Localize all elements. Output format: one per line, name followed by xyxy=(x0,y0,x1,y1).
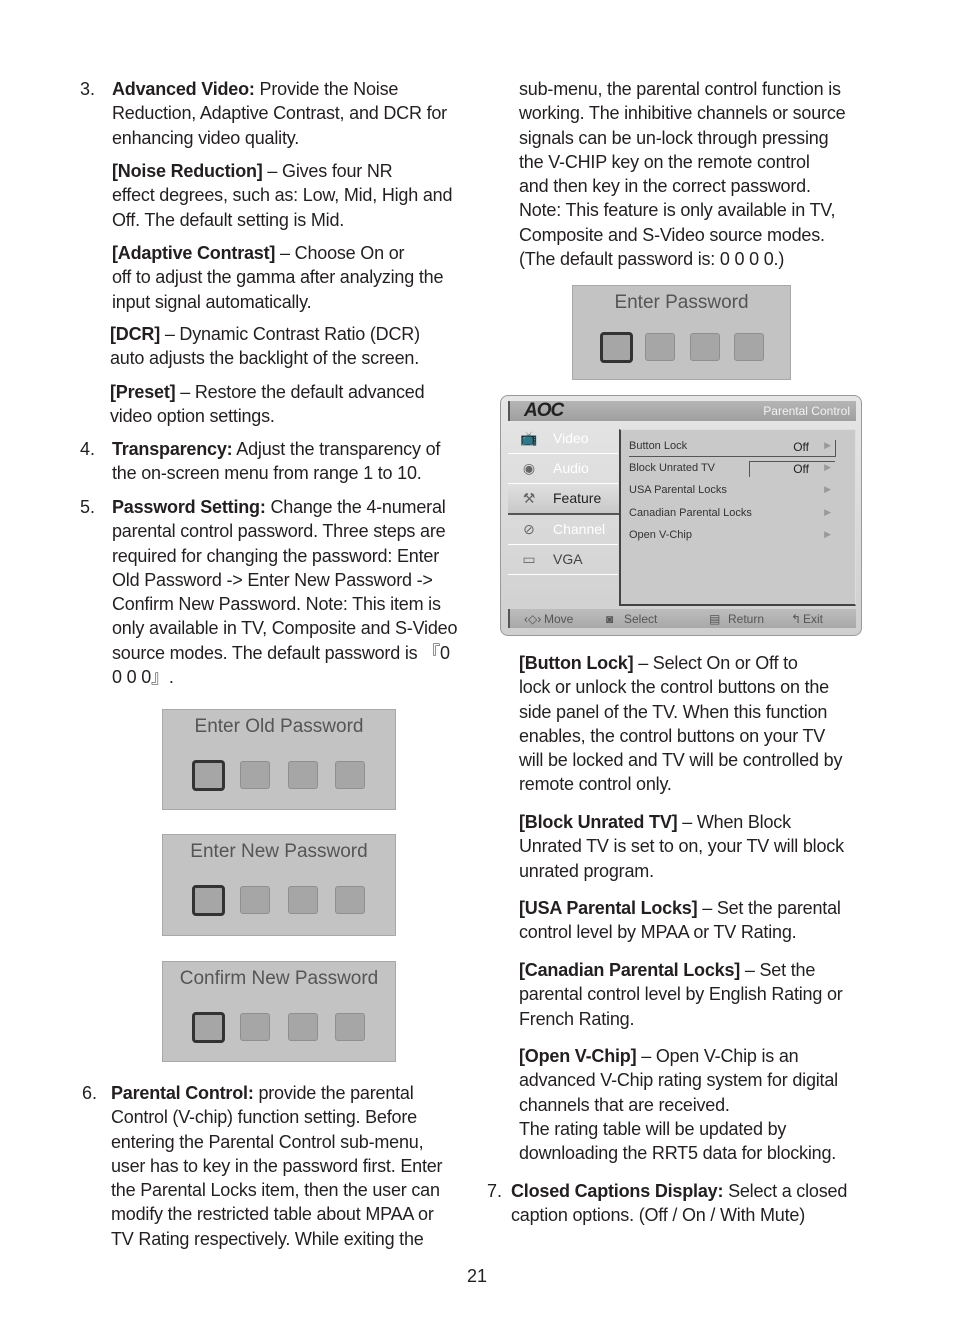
bold-label: [Open V-Chip] xyxy=(519,1046,637,1066)
exit-hint: Exit xyxy=(803,612,824,626)
select-icon: ◙ xyxy=(606,612,614,626)
speaker-icon: ◉ xyxy=(522,460,536,476)
menu-label: Audio xyxy=(553,460,589,476)
text-line xyxy=(112,241,443,265)
menu-item-channel[interactable] xyxy=(508,515,618,545)
move-hint: Move xyxy=(544,612,574,626)
line-text: input signal automatically. xyxy=(112,291,312,312)
bold-label: Advanced Video: xyxy=(112,79,255,99)
text-line xyxy=(519,675,842,699)
osd-title: Parental Control xyxy=(763,404,850,418)
bold-label: [Canadian Parental Locks] xyxy=(519,960,741,980)
line-text: sub-menu, the parental control function is xyxy=(519,79,841,99)
text-line xyxy=(110,380,424,404)
option-open-v-chip[interactable] xyxy=(629,529,835,545)
arrow-right-icon: ▶ xyxy=(824,462,831,472)
text-line xyxy=(112,126,447,150)
digit-box xyxy=(734,333,764,361)
digit-box xyxy=(335,886,365,914)
line-text: French Rating. xyxy=(519,1008,635,1029)
text-line xyxy=(519,810,844,834)
text-line xyxy=(112,101,447,125)
list-number: 4. xyxy=(80,439,96,459)
option-value: Off xyxy=(793,440,809,454)
text-line xyxy=(519,77,845,101)
text-line xyxy=(112,616,457,640)
bold-label: Password Setting: xyxy=(112,497,266,517)
canadian-locks-paragraph xyxy=(519,958,843,1031)
text-line xyxy=(519,1141,838,1165)
text-line xyxy=(519,1007,843,1031)
text-line xyxy=(112,519,457,543)
text-line xyxy=(519,896,841,920)
arrow-right-icon: ▶ xyxy=(824,440,831,450)
list-number: 3. xyxy=(80,79,96,99)
menu-item-audio[interactable] xyxy=(508,454,618,484)
line-text: Composite and S-Video source modes. xyxy=(519,224,825,245)
digit-box xyxy=(690,333,720,361)
text-line xyxy=(110,322,420,346)
line-text: – Choose On or xyxy=(280,243,405,263)
line-text: – Gives four NR xyxy=(267,161,393,181)
open-vchip-paragraph xyxy=(519,1044,838,1165)
usa-locks-paragraph xyxy=(519,896,841,945)
arrow-right-icon: ▶ xyxy=(824,529,831,539)
osd-footer xyxy=(508,609,856,628)
digit-box xyxy=(240,886,270,914)
line-text: Off. The default setting is Mid. xyxy=(112,209,345,230)
return-icon: ▤ xyxy=(709,612,721,626)
digit-box xyxy=(192,885,225,916)
value-field xyxy=(749,461,835,477)
parental-control-osd xyxy=(500,395,862,636)
digit-box xyxy=(645,333,675,361)
text-line xyxy=(112,208,452,232)
text-line xyxy=(519,982,843,1006)
bold-label: [DCR] xyxy=(110,324,160,344)
menu-label: Video xyxy=(553,430,589,446)
line-text: channels that are received. xyxy=(519,1094,730,1115)
text-line xyxy=(112,77,447,101)
confirm-new-password-dialog xyxy=(162,961,396,1062)
list-number: 6. xyxy=(82,1083,98,1103)
text-line xyxy=(519,859,844,883)
tv-icon: 📺 xyxy=(520,430,538,446)
bold-label: Parental Control: xyxy=(111,1083,254,1103)
dcr-paragraph xyxy=(110,322,420,371)
closed-captions-paragraph xyxy=(511,1179,847,1228)
text-line xyxy=(112,437,440,461)
bold-label: Transparency: xyxy=(112,439,233,459)
return-hint: Return xyxy=(728,612,765,626)
digit-box xyxy=(600,332,633,363)
menu-label: Channel xyxy=(553,521,606,537)
digit-box xyxy=(240,761,270,789)
text-line xyxy=(519,834,844,858)
line-text: Provide the Noise xyxy=(259,79,399,99)
digit-box xyxy=(240,1013,270,1041)
text-line xyxy=(110,404,424,428)
dialog-title: Enter Password xyxy=(614,292,749,313)
text-line xyxy=(519,150,845,174)
text-line xyxy=(519,1068,838,1092)
line-text: advanced V-Chip rating system for digital xyxy=(519,1070,838,1091)
satellite-icon: ⊘ xyxy=(523,521,535,537)
digit-box xyxy=(335,761,365,789)
text-line xyxy=(111,1105,442,1129)
line-text: remote control only. xyxy=(519,774,672,795)
line-text: lock or unlock the control buttons on the xyxy=(519,677,829,698)
line-text: – Set the xyxy=(744,960,816,980)
text-line xyxy=(519,958,843,982)
line-text: (The default password is: 0 0 0 0.) xyxy=(519,249,785,270)
text-line xyxy=(111,1154,442,1178)
osd-menu xyxy=(508,424,618,575)
option-label: Canadian Parental Locks xyxy=(629,507,752,519)
line-text: – When Block xyxy=(682,812,791,832)
line-text: Select a closed xyxy=(728,1181,848,1201)
line-text: required for changing the password: Enter xyxy=(112,545,439,566)
text-line xyxy=(112,183,452,207)
option-label: Block Unrated TV xyxy=(629,462,716,474)
line-text: video option settings. xyxy=(110,406,275,427)
digit-box xyxy=(192,760,225,791)
bold-label: [Block Unrated TV] xyxy=(519,812,678,832)
text-line xyxy=(112,265,443,289)
line-text: – Restore the default advanced xyxy=(180,382,425,402)
line-text: enables, the control buttons on your TV xyxy=(519,725,826,746)
text-line xyxy=(111,1202,442,1226)
dialog-title: Confirm New Password xyxy=(179,968,379,989)
text-line xyxy=(112,544,457,568)
line-text: Adjust the transparency of xyxy=(236,439,441,459)
move-icon: ‹◇› xyxy=(524,612,542,626)
text-line xyxy=(519,1117,838,1141)
line-text: Control (V-chip) function setting. Before xyxy=(111,1107,417,1128)
option-label: USA Parental Locks xyxy=(629,484,727,496)
line-text: – Open V-Chip is an xyxy=(641,1046,799,1066)
text-line xyxy=(111,1130,442,1154)
line-text: entering the Parental Control sub-menu, xyxy=(111,1131,424,1152)
osd-header xyxy=(508,401,856,421)
text-line xyxy=(519,651,842,675)
line-text: will be locked and TV will be controlled by xyxy=(519,750,843,771)
digit-box xyxy=(288,761,318,789)
text-line xyxy=(112,495,457,519)
enter-old-password-dialog xyxy=(162,709,396,810)
text-line xyxy=(519,724,842,748)
line-text: user has to key in the password first. Enter xyxy=(111,1155,443,1176)
option-button-lock[interactable] xyxy=(629,440,836,457)
line-text: the Parental Locks item, then the user can xyxy=(111,1180,440,1201)
text-line xyxy=(519,247,845,271)
line-text: provide the parental xyxy=(258,1083,414,1103)
line-text: the on-screen menu from range 1 to 10. xyxy=(112,463,422,484)
transparency-paragraph xyxy=(112,437,440,486)
line-text: only available in TV, Composite and S-Video xyxy=(112,618,458,639)
wrench-icon: ⚒ xyxy=(522,490,536,506)
text-line xyxy=(519,700,842,724)
text-line xyxy=(519,174,845,198)
text-line xyxy=(111,1178,442,1202)
line-text: signals can be un-lock through pressing xyxy=(519,127,829,148)
adaptive-contrast-paragraph xyxy=(112,241,443,314)
text-line xyxy=(112,665,457,689)
line-text: control level by MPAA or TV Rating. xyxy=(519,922,797,943)
line-text: The rating table will be updated by xyxy=(519,1118,787,1139)
line-text: Old Password -> Enter New Password -> xyxy=(112,569,433,590)
option-value: Off xyxy=(793,462,809,476)
line-text: parental control password. Three steps are xyxy=(112,521,446,542)
line-text: Note: This feature is only available in TV, xyxy=(519,200,836,221)
option-usa-parental-locks[interactable] xyxy=(629,484,835,500)
bold-label: [USA Parental Locks] xyxy=(519,898,698,918)
text-line xyxy=(519,198,845,222)
digit-box xyxy=(192,1012,225,1043)
text-line xyxy=(519,920,841,944)
line-text: enhancing video quality. xyxy=(112,127,300,148)
text-line xyxy=(519,1044,838,1068)
noise-reduction-paragraph xyxy=(112,159,452,232)
line-text: side panel of the TV. When this function xyxy=(519,701,828,722)
bold-label: [Preset] xyxy=(110,382,176,402)
line-text: 0 0 0』. xyxy=(112,667,174,688)
line-text: caption options. (Off / On / With Mute) xyxy=(511,1205,805,1226)
line-text: – Select On or Off to xyxy=(638,653,798,673)
text-line xyxy=(111,1227,442,1251)
password-setting-paragraph xyxy=(112,495,457,689)
dialog-title: Enter New Password xyxy=(190,841,368,862)
menu-item-vga[interactable] xyxy=(508,545,618,575)
text-line xyxy=(112,568,457,592)
aoc-logo: AOC xyxy=(524,400,564,421)
text-line xyxy=(112,290,443,314)
bold-label: [Noise Reduction] xyxy=(112,161,263,181)
enter-password-dialog xyxy=(572,285,791,380)
line-text: working. The inhibitive channels or source xyxy=(519,103,846,124)
enter-new-password-dialog xyxy=(162,834,396,936)
text-line xyxy=(112,159,452,183)
select-hint: Select xyxy=(624,612,658,626)
parental-control-continued xyxy=(519,77,845,271)
parental-control-paragraph xyxy=(111,1081,442,1251)
option-label: Button Lock xyxy=(629,440,688,452)
line-text: and then key in the correct password. xyxy=(519,176,811,197)
line-text: Unrated TV is set to on, your TV will block xyxy=(519,836,844,857)
option-canadian-parental-locks[interactable] xyxy=(629,507,835,523)
text-line xyxy=(519,101,845,125)
arrow-right-icon: ▶ xyxy=(824,484,831,494)
bold-label: [Adaptive Contrast] xyxy=(112,243,276,263)
option-block-unrated-tv[interactable] xyxy=(629,462,835,478)
line-text: parental control level by English Rating or xyxy=(519,984,843,1005)
text-line xyxy=(519,126,845,150)
monitor-icon: ▭ xyxy=(522,551,536,567)
option-label: Open V-Chip xyxy=(629,529,692,541)
block-unrated-paragraph xyxy=(519,810,844,883)
text-line xyxy=(511,1179,847,1203)
list-number: 7. xyxy=(487,1181,503,1201)
menu-item-feature[interactable] xyxy=(508,484,620,515)
menu-label: Feature xyxy=(553,490,602,506)
text-line xyxy=(519,748,842,772)
text-line xyxy=(112,641,457,665)
digit-box xyxy=(288,886,318,914)
page-number: 21 xyxy=(466,1266,488,1286)
text-line xyxy=(110,346,420,370)
line-text: modify the restricted table about MPAA or xyxy=(111,1204,434,1225)
line-text: Change the 4-numeral xyxy=(270,497,446,517)
osd-options-panel xyxy=(619,429,856,606)
advanced-video-paragraph xyxy=(112,77,447,150)
text-line xyxy=(111,1081,442,1105)
text-line xyxy=(112,592,457,616)
line-text: – Dynamic Contrast Ratio (DCR) xyxy=(164,324,420,344)
line-text: downloading the RRT5 data for blocking. xyxy=(519,1143,837,1164)
line-text: effect degrees, such as: Low, Mid, High and xyxy=(112,185,453,206)
line-text: the V-CHIP key on the remote control xyxy=(519,151,810,172)
preset-paragraph xyxy=(110,380,424,429)
text-line xyxy=(511,1203,847,1227)
menu-label: VGA xyxy=(553,551,583,567)
dialog-title: Enter Old Password xyxy=(194,716,364,737)
line-text: Reduction, Adaptive Contrast, and DCR for xyxy=(112,103,447,124)
line-text: TV Rating respectively. While exiting the xyxy=(111,1228,424,1249)
arrow-right-icon: ▶ xyxy=(824,507,831,517)
line-text: unrated program. xyxy=(519,860,654,881)
text-line xyxy=(519,1093,838,1117)
line-text: auto adjusts the backlight of the screen. xyxy=(110,348,419,369)
text-line xyxy=(112,461,440,485)
exit-icon: ↰ xyxy=(791,612,802,626)
bold-label: [Button Lock] xyxy=(519,653,634,673)
line-text: off to adjust the gamma after analyzing the xyxy=(112,267,444,288)
line-text: – Set the parental xyxy=(702,898,841,918)
line-text: Confirm New Password. Note: This item is xyxy=(112,594,441,615)
text-line xyxy=(519,772,842,796)
button-lock-paragraph xyxy=(519,651,842,797)
digit-box xyxy=(335,1013,365,1041)
text-line xyxy=(519,223,845,247)
bold-label: Closed Captions Display: xyxy=(511,1181,724,1201)
digit-box xyxy=(288,1013,318,1041)
list-number: 5. xyxy=(80,497,96,517)
line-text: source modes. The default password is 『0 xyxy=(112,642,450,663)
menu-item-video[interactable] xyxy=(508,424,618,454)
